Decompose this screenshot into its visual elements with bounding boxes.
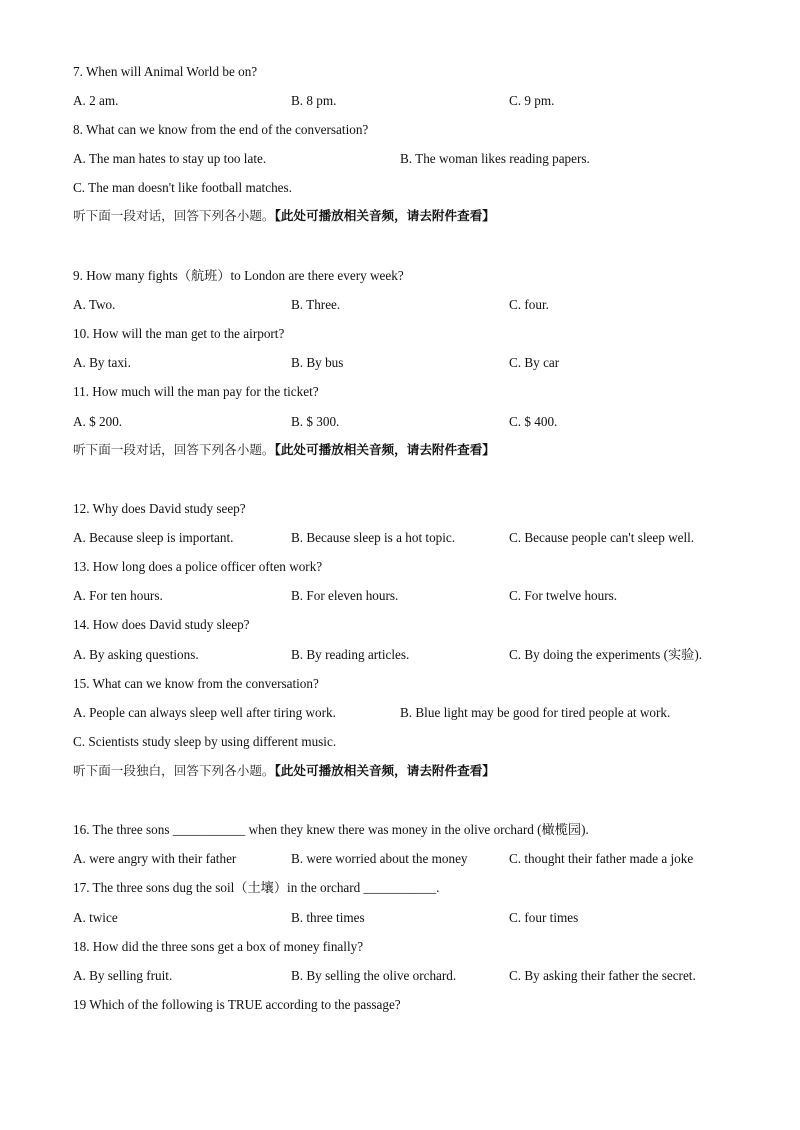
q14-option-a: A. By asking questions. [73, 647, 199, 662]
question-8: 8. What can we know from the end of the conversation? [73, 122, 369, 137]
q16-option-c: C. thought their father made a joke [509, 851, 694, 866]
q9-option-c: C. four. [509, 297, 549, 312]
question-18: 18. How did the three sons get a box of money finally? [73, 939, 364, 954]
q16-option-a: A. were angry with their father [73, 851, 237, 866]
question-15: 15. What can we know from the conversation? [73, 676, 319, 691]
question-9: 9. How many fights（航班）to London are there every week? [73, 268, 404, 283]
q18-option-a: A. By selling fruit. [73, 968, 173, 983]
section-instruction-1 [73, 207, 495, 225]
q15-option-a: A. People can always sleep well after tiring work. [73, 705, 336, 720]
q8-option-b: B. The woman likes reading papers. [400, 151, 590, 166]
q12-option-c: C. Because people can't sleep well. [509, 530, 695, 545]
q15-option-b: B. Blue light may be good for tired people at work. [400, 705, 671, 720]
q7-option-c: C. 9 pm. [509, 93, 555, 108]
q14-option-b: B. By reading articles. [291, 647, 410, 662]
question-16: 16. The three sons ___________ when they knew there was money in the olive orchard (橄榄园). [73, 822, 589, 837]
section-instruction-3 [73, 762, 495, 780]
audio-note: 【此处可播放相关音频，请去附件查看】 [274, 763, 495, 778]
q7-option-b: B. 8 pm. [291, 93, 337, 108]
q12-option-b: B. Because sleep is a hot topic. [291, 530, 456, 545]
q13-option-c: C. For twelve hours. [509, 588, 618, 603]
q13-option-b: B. For eleven hours. [291, 588, 399, 603]
q15-option-c: C. Scientists study sleep by using different music. [73, 734, 337, 749]
section-instruction-2 [73, 441, 495, 459]
q10-option-b: B. By bus [291, 355, 344, 370]
q18-option-b: B. By selling the olive orchard. [291, 968, 457, 983]
question-7: 7. When will Animal World be on? [73, 64, 258, 79]
question-10: 10. How will the man get to the airport? [73, 326, 285, 341]
question-17: 17. The three sons dug the soil（土壤）in the orchard ___________. [73, 880, 440, 895]
question-14: 14. How does David study sleep? [73, 617, 250, 632]
q11-option-b: B. $ 300. [291, 414, 340, 429]
q9-option-b: B. Three. [291, 297, 341, 312]
q8-option-c: C. The man doesn't like football matches. [73, 180, 292, 195]
q18-option-c: C. By asking their father the secret. [509, 968, 696, 983]
q16-option-b: B. were worried about the money [291, 851, 468, 866]
q8-option-a: A. The man hates to stay up too late. [73, 151, 267, 166]
question-13: 13. How long does a police officer often work? [73, 559, 323, 574]
audio-note: 【此处可播放相关音频，请去附件查看】 [274, 208, 495, 223]
question-12: 12. Why does David study seep? [73, 501, 246, 516]
q9-option-a: A. Two. [73, 297, 116, 312]
q7-option-a: A. 2 am. [73, 93, 119, 108]
q10-option-a: A. By taxi. [73, 355, 131, 370]
q11-option-c: C. $ 400. [509, 414, 558, 429]
q13-option-a: A. For ten hours. [73, 588, 163, 603]
audio-note: 【此处可播放相关音频，请去附件查看】 [274, 442, 495, 457]
q17-option-b: B. three times [291, 910, 365, 925]
q11-option-a: A. $ 200. [73, 414, 123, 429]
instruction-text: 听下面一段对话，回答下列各小题。 [73, 442, 275, 457]
question-19: 19 Which of the following is TRUE according to the passage? [73, 997, 401, 1012]
q14-option-c: C. By doing the experiments (实验). [509, 647, 703, 662]
q17-option-c: C. four times [509, 910, 579, 925]
q17-option-a: A. twice [73, 910, 118, 925]
instruction-text: 听下面一段独白，回答下列各小题。 [73, 763, 275, 778]
q12-option-a: A. Because sleep is important. [73, 530, 234, 545]
q10-option-c: C. By car [509, 355, 560, 370]
question-11: 11. How much will the man pay for the ticket? [73, 384, 319, 399]
instruction-text: 听下面一段对话，回答下列各小题。 [73, 208, 275, 223]
